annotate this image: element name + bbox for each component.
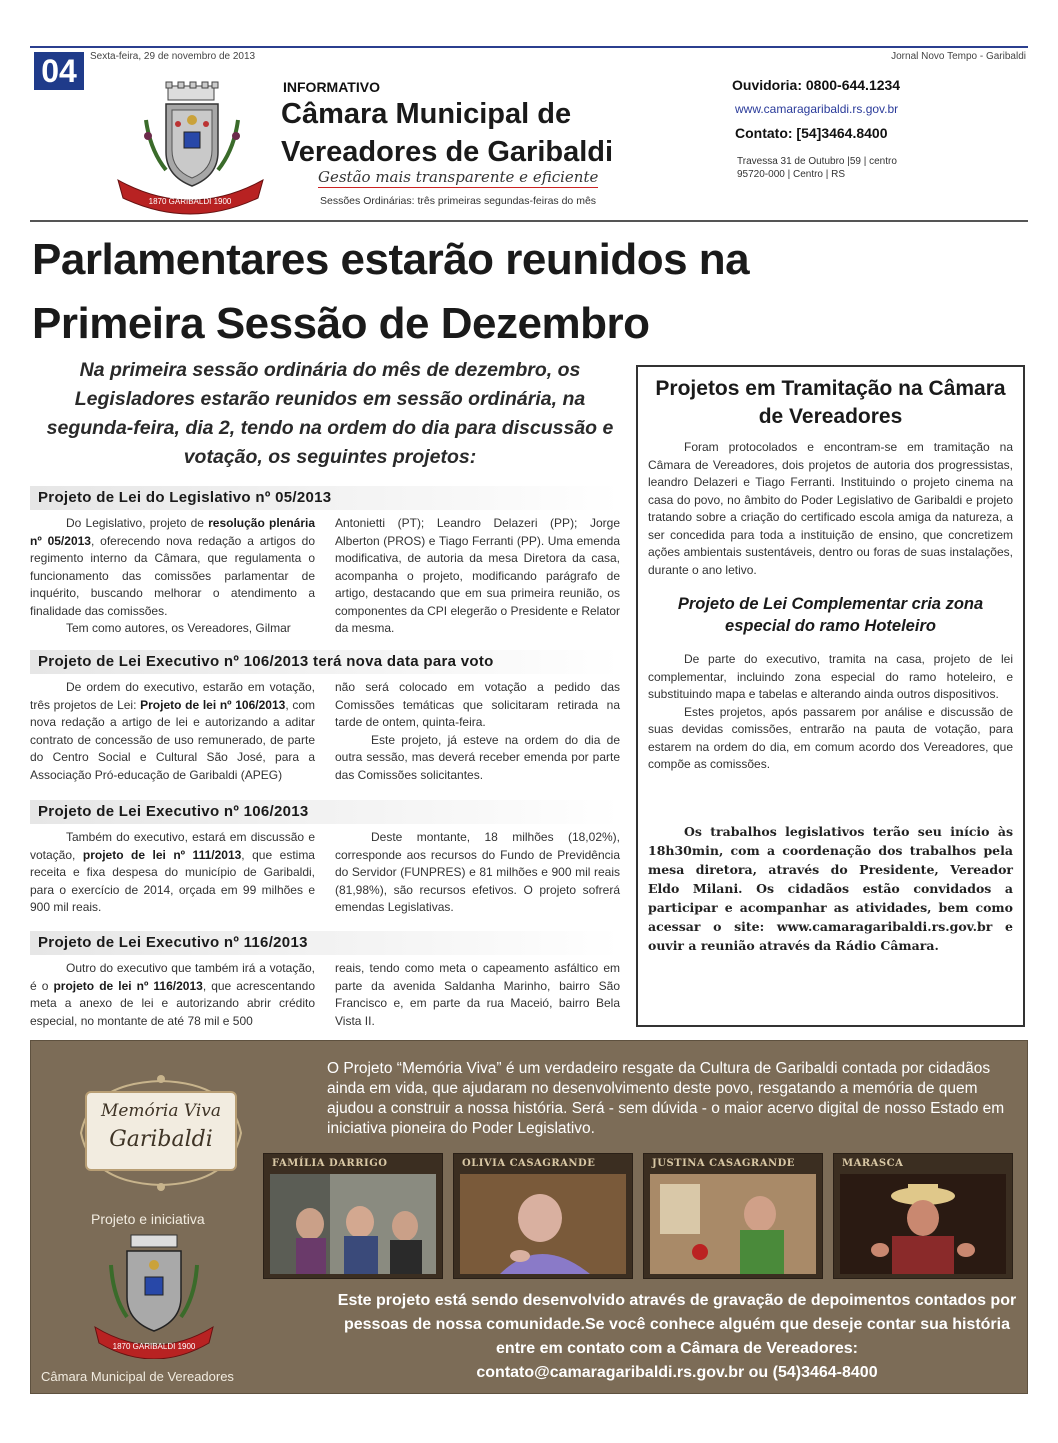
call-line: Este projeto está sendo desenvolvido através de gravação de depoimentos contados por bbox=[337, 1292, 1017, 1309]
camara-label: Câmara Municipal de Vereadores bbox=[41, 1369, 234, 1384]
section-title: Projeto de Lei Executivo nº 116/2013 bbox=[30, 931, 620, 955]
projeto-label: Projeto e iniciativa bbox=[91, 1211, 205, 1227]
section-col-2: não será colocado em votação a pedido das Comissões temáticas que solicitaram retirada na tarde de ontem, quinta-feira. Este projeto, já esteve na ordem do dia de outra sessão, mas deverá receber emenda por parte das Comissões solicitantes. bbox=[335, 680, 620, 782]
section-pll-05 bbox=[30, 486, 620, 638]
org-title-line1: Câmara Municipal de bbox=[281, 98, 572, 130]
contact-phone: Contato: [54]3464.8400 bbox=[735, 125, 888, 141]
photo-caption: JUSTINA CASAGRANDE bbox=[652, 1158, 795, 1169]
section-col-2: Antonietti (PT); Leandro Delazeri (PP); Jorge Alberton (PROS) e Tiago Ferranti (PP). Uma emenda modificativa, de autoria da mesa Diretora da casa, acompanha o projeto, modificando parágrafo de artigo, destacando que em sua primeira reunião, os componentes da CPI elegerão o Presidente e Relator da mesma. bbox=[335, 516, 620, 635]
call-line: pessoas de nossa comunidade.Se você conhece alguém que deseje contar sua história bbox=[343, 1316, 1010, 1333]
logo-plate bbox=[85, 1091, 237, 1171]
ouvidoria-phone: Ouvidoria: 0800-644.1234 bbox=[732, 77, 901, 93]
banner-intro: O Projeto “Memória Viva” é um verdadeiro resgate da Cultura de Garibaldi contada por cidadãos ainda em vida, que ajudaram no desenvolvimento deste povo, resgatando a memória de quem ajudou a construir a nossa história. Será - sem dúvida - o maior acervo digital de nosso Estado em iniciativa pioneira do Poder Legislativo. bbox=[327, 1060, 1005, 1137]
headline-line2: Primeira Sessão de Dezembro bbox=[32, 299, 650, 348]
sidebar-schedule: Os trabalhos legislativos terão seu início às 18h30min, com a coordenação dos trabalhos pela mesa diretora, através do Presidente, Vereador Eldo Milani. Os cidadãos estão convidados a participar e acompanhar as atividades, bem como acessar o site: www.camaragaribaldi.rs.gov.br e ouvir a reunião através da Rádio Câmara. bbox=[648, 823, 1013, 953]
sidebar-paragraph: Foram protocolados e encontram-se em tramitação na Câmara de Vereadores, dois projetos de autoria dos progressistas, leandro Delazeri e Tiago Ferranti. Instituindo o projeto cinema na casa do povo, no âmbito do Poder Legislativo de Garibaldi e projeto tratando sobre a criação do certificado escola amiga da natureza, a ser concedida para toda a instituição de ensino, que concretizem ações ambientais sustentáveis, dentro ou foras de suas instalações, durante o ano letivo. bbox=[648, 440, 1013, 577]
top-rule bbox=[30, 46, 1028, 48]
section-title: Projeto de Lei Executivo nº 106/2013 terá nova data para voto bbox=[30, 650, 620, 674]
headline bbox=[32, 228, 749, 356]
photo-image bbox=[270, 1174, 436, 1274]
header-rule bbox=[30, 220, 1028, 222]
sidebar-paragraph: De parte do executivo, tramita na casa, projeto de lei complementar, incluindo zona especial do ramo hoteleiro, e substituindo mapa e tabelas e alterando ainda outros dispositivos. bbox=[648, 652, 1013, 701]
contact-email-link[interactable]: contato@camaragaribaldi.rs.gov.br ou (54)3464-8400 bbox=[476, 1364, 878, 1381]
logo-text-1: Memória Viva bbox=[100, 1101, 222, 1121]
banner-call-to-action bbox=[327, 1289, 1027, 1385]
section-col-1: Também do executivo, estará em discussão e votação, projeto de lei nº 111/2013, que estima receita e fixa despesa do município de Garibaldi, para o exercício de 2014, orçada em 99 milhões e 900 mil reais. bbox=[30, 830, 315, 914]
section-ple-116 bbox=[30, 931, 620, 1030]
address-line1: Travessa 31 de Outubro |59 | centro bbox=[737, 156, 897, 167]
section-col-1: Do Legislativo, projeto de resolução plenária nº 05/2013, oferecendo nova redação a artigos do regimento interno da Câmara, que regulamenta o funcionamento das comissões parlamentar de inquérito, buscando melhorar o atendimento a finalidade das comissões. Tem como autores, os Vereadores, Gilmar bbox=[30, 516, 316, 635]
sidebar-paragraph: Estes projetos, após passarem por análise e discussão de suas devidas comissões, entrarão na pauta de votação, para estarem na ordem do dia, em comum acordo dos Vereadores, que compõe as comissões. bbox=[648, 704, 1013, 771]
section-title: Projeto de Lei Executivo nº 106/2013 bbox=[30, 800, 620, 824]
informativo-label: INFORMATIVO bbox=[283, 79, 380, 95]
coat-of-arms-icon bbox=[89, 1231, 219, 1359]
sidebar-title: Projetos em Tramitação na Câmara de Vereadores bbox=[655, 377, 1006, 428]
photo-card bbox=[643, 1153, 823, 1279]
photo-caption: MARASCA bbox=[842, 1158, 904, 1169]
website-link[interactable]: www.camaragaribaldi.rs.gov.br bbox=[735, 102, 899, 116]
photo-strip bbox=[263, 1153, 1015, 1279]
photo-image bbox=[650, 1174, 816, 1274]
issue-date: Sexta-feira, 29 de novembro de 2013 bbox=[90, 51, 256, 62]
photo-card bbox=[833, 1153, 1013, 1279]
photo-card bbox=[263, 1153, 443, 1279]
coat-of-arms-icon bbox=[108, 80, 273, 215]
photo-caption: OLIVIA CASAGRANDE bbox=[462, 1158, 596, 1169]
section-ple-106 bbox=[30, 800, 620, 917]
photo-caption: FAMÍLIA DARRIGO bbox=[272, 1158, 388, 1169]
section-title: Projeto de Lei do Legislativo nº 05/2013 bbox=[30, 486, 620, 510]
call-line: entre em contato com a Câmara de Vereadores: bbox=[496, 1340, 858, 1357]
page-number: 04 bbox=[34, 52, 84, 90]
photo-card bbox=[453, 1153, 633, 1279]
crest-banner: 1870 GARIBALDI 1900 bbox=[112, 1342, 196, 1351]
section-ple-106-date bbox=[30, 650, 620, 784]
memoria-viva-banner bbox=[30, 1040, 1028, 1394]
sidebar-box bbox=[636, 365, 1025, 1027]
slogan: Gestão mais transparente e eficiente bbox=[318, 168, 599, 186]
logo-text-2: Garibaldi bbox=[109, 1127, 213, 1152]
address-line2: 95720-000 | Centro | RS bbox=[737, 169, 846, 180]
sidebar-subtitle: Projeto de Lei Complementar cria zona especial do ramo Hoteleiro bbox=[677, 595, 984, 635]
section-col-1: De ordem do executivo, estarão em votação, três projetos de Lei: Projeto de lei nº 106/2013, com nova redação a artigo de lei e autorizando a aditar contrato de concessão de uso remunerado, de parte do Centro Social e Cultural São José, para a Associação Pró-educação de Garibaldi (APEG) bbox=[30, 680, 315, 782]
memoria-viva-logo bbox=[71, 1073, 251, 1193]
org-title-line2: Vereadores de Garibaldi bbox=[281, 136, 614, 168]
org-title bbox=[281, 95, 613, 171]
photo-image bbox=[460, 1174, 626, 1274]
photo-image bbox=[840, 1174, 1006, 1274]
section-col-1: Outro do executivo que também irá a votação, é o projeto de lei nº 116/2013, que acrescentando meta a anexo de lei e autorizando abrir crédito especial, no montante de até 78 mil e 500 bbox=[30, 961, 316, 1028]
headline-line1: Parlamentares estarão reunidos na bbox=[32, 235, 750, 284]
sessions-note: Sessões Ordinárias: três primeiras segundas-feiras do mês bbox=[320, 195, 597, 207]
lead-paragraph: Na primeira sessão ordinária do mês de dezembro, os Legisladores estarão reunidos em sessão ordinária, na segunda-feira, dia 2, tendo na ordem do dia para discussão e votação, os seguintes projetos: bbox=[46, 359, 614, 468]
newspaper-name: Jornal Novo Tempo - Garibaldi bbox=[891, 51, 1026, 62]
section-col-2: reais, tendo como meta o capeamento asfáltico em parte da avenida Saldanha Marinho, bairro São Francisco e, em parte da rua Maceió, bairro Bela Vista II. bbox=[335, 961, 620, 1028]
address bbox=[737, 155, 897, 181]
crest-banner: 1870 GARIBALDI 1900 bbox=[148, 197, 232, 206]
section-col-2: Deste montante, 18 milhões (18,02%), corresponde aos recursos do Fundo de Previdência do Servidor (FUNPRES) e 81 milhões e 900 mil reais (81,98%), são recursos efetivos. O projeto sofrerá emendas Legislativas. bbox=[335, 830, 620, 914]
